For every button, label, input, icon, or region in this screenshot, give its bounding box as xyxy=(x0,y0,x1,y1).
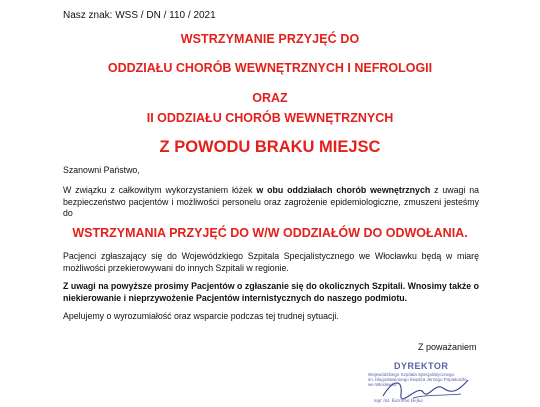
paragraph-4: Apelujemy o wyrozumiałość oraz wsparcie podczas tej trudnej sytuacji. xyxy=(63,311,339,321)
announcement-heading: WSTRZYMANIA PRZYJĘĆ DO W/W ODDZIAŁÓW DO ODWOŁANIA. xyxy=(72,226,468,240)
stamp-line-1: Wojewódzkiego Szpitala Specjalistycznego xyxy=(368,372,454,377)
headline-line-2: ODDZIAŁU CHORÓB WEWNĘTRZNYCH I NEFROLOGII xyxy=(107,61,433,75)
stamp-line-3: we Włocławku xyxy=(368,382,397,387)
stamp-line-2: im. błogosławionego księdza Jerzego Popiełuszki xyxy=(368,377,467,382)
stamp-signatory-name: mgr inż. Karolina Hejka xyxy=(374,399,423,404)
paragraph-3: Z uwagi na powyższe prosimy Pacjentów o zgłaszanie się do okolicznych Szpitali. Wnosimy także o niekierowanie i nieprzywożenie Pacjentów internistycznych do naszego podmiotu. xyxy=(63,281,479,303)
handwritten-signature xyxy=(373,374,473,402)
paragraph-1 xyxy=(63,185,479,220)
salutation: Szanowni Państwo, xyxy=(63,165,140,175)
paragraph-2: Pacjenci zgłaszający się do Wojewódzkiego Szpitala Specjalistycznego we Włocławku będą w miarę możliwości przekierowywani do innych Szpitali w regionie. xyxy=(63,251,479,273)
paragraph-1-bold: w obu oddziałach chorób wewnętrznych xyxy=(256,185,431,195)
closing-phrase: Z poważaniem xyxy=(418,342,477,352)
headline-line-4: II ODDZIAŁU CHORÓB WEWNĘTRZNYCH xyxy=(146,111,394,125)
stamp-title: DYREKTOR xyxy=(394,361,449,371)
headline-line-1: WSTRZYMANIE PRZYJĘĆ DO xyxy=(180,32,360,46)
paragraph-1-part-a: W związku z całkowitym wykorzystaniem łóżek xyxy=(63,185,257,195)
paragraph-1-part-c: z uwagi na bezpieczeństwo pacjentów i możliwości personelu oraz zagrożenie epidemiologiczne, zmuszeni jesteśmy do xyxy=(63,185,480,218)
reference-number: Nasz znak: WSS / DN / 110 / 2021 xyxy=(63,10,216,21)
headline-main: Z POWODU BRAKU MIEJSC xyxy=(159,138,381,156)
director-stamp xyxy=(338,360,498,407)
headline-line-3: ORAZ xyxy=(252,91,288,105)
